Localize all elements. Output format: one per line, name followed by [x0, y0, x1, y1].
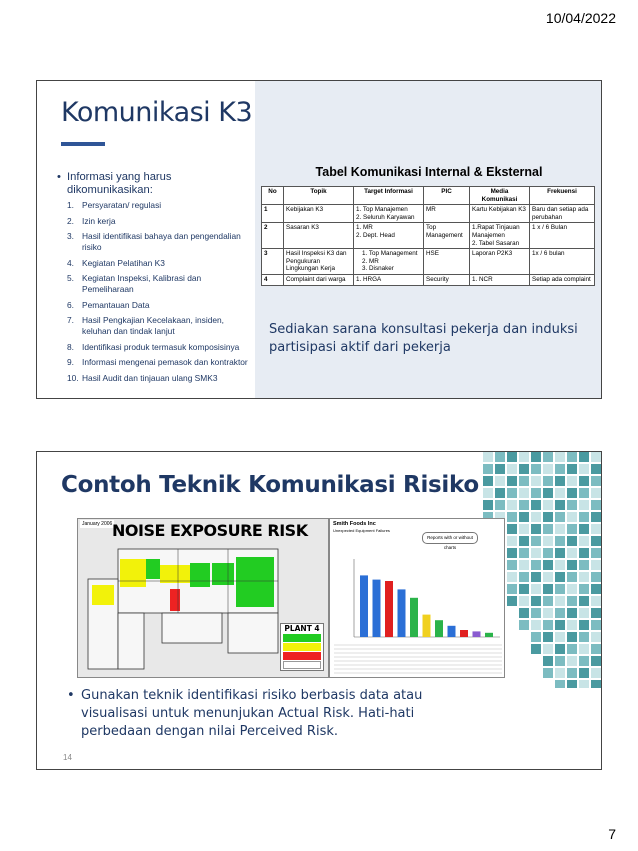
checker-square — [507, 536, 517, 546]
checker-square — [543, 584, 553, 594]
checker-square — [519, 536, 529, 546]
checker-square — [531, 632, 541, 642]
report-subtitle: Unexpected Equipment Failures — [333, 528, 390, 533]
consultation-note: Sediakan sarana konsultasi pekerja dan induksi partisipasi aktif dari pekerja — [269, 322, 578, 355]
checker-square — [555, 536, 565, 546]
checker-square — [579, 608, 589, 618]
checker-square — [483, 500, 493, 510]
list-item: 1. Persyaratan/ regulasi — [67, 200, 162, 210]
checker-square — [531, 560, 541, 570]
checker-square — [531, 596, 541, 606]
checker-square — [579, 596, 589, 606]
checker-square — [555, 608, 565, 618]
table-cell: Baru dan setiap ada perubahan — [530, 205, 595, 223]
checker-square — [579, 536, 589, 546]
checker-square — [591, 608, 601, 618]
checker-square — [555, 632, 565, 642]
table-header-row — [262, 187, 595, 205]
checker-square — [495, 452, 505, 462]
checker-square — [591, 644, 601, 654]
checker-square — [531, 476, 541, 486]
checker-square — [519, 596, 529, 606]
checker-square — [507, 524, 517, 534]
checker-square — [579, 464, 589, 474]
checker-square — [567, 572, 577, 582]
table-cell: Complaint dari warga — [284, 274, 354, 285]
table-row — [262, 205, 595, 223]
column-header: Media Komunikasi — [470, 187, 530, 205]
checker-square — [591, 596, 601, 606]
report-bar — [485, 633, 493, 637]
page-number: 7 — [608, 826, 616, 842]
checker-square — [579, 452, 589, 462]
checker-square — [555, 548, 565, 558]
report-bar — [373, 580, 381, 637]
checker-square — [567, 656, 577, 666]
checker-square — [579, 524, 589, 534]
checker-square — [543, 512, 553, 522]
checker-square — [519, 608, 529, 618]
checker-square — [567, 512, 577, 522]
checker-square — [483, 476, 493, 486]
slide-number: 14 — [63, 753, 72, 762]
checker-square — [567, 524, 577, 534]
list-item: 8. Identifikasi produk termasuk komposisinya — [67, 341, 240, 352]
checker-square — [555, 512, 565, 522]
checker-square — [543, 536, 553, 546]
checker-square — [591, 464, 601, 474]
report-bar — [473, 631, 481, 637]
checker-square — [591, 536, 601, 546]
checker-square — [579, 488, 589, 498]
checker-square — [567, 500, 577, 510]
checker-square — [531, 524, 541, 534]
checker-square — [519, 560, 529, 570]
checker-square — [567, 644, 577, 654]
checker-square — [567, 596, 577, 606]
checker-square — [579, 680, 589, 688]
table-cell: Top Management — [424, 223, 470, 249]
checker-square — [483, 464, 493, 474]
table-row — [262, 249, 595, 275]
plant-legend — [280, 623, 324, 671]
table-cell: 1 — [262, 205, 284, 223]
checker-square — [507, 476, 517, 486]
checker-square — [531, 620, 541, 630]
title-underline — [61, 142, 105, 146]
table-cell: 1. Top Manajemen 2. Seluruh Karyawan — [354, 205, 424, 223]
table-cell: 1.Rapat Tinjauan Manajemen 2. Tabel Sasaran — [470, 223, 530, 249]
checker-square — [567, 668, 577, 678]
checker-square — [531, 584, 541, 594]
table-cell: 1. MR 2. Dept. Head — [354, 223, 424, 249]
checker-square — [519, 572, 529, 582]
column-header: No — [262, 187, 284, 205]
checker-square — [555, 620, 565, 630]
checker-square — [555, 500, 565, 510]
checker-square — [591, 668, 601, 678]
checker-square — [519, 500, 529, 510]
checker-square — [543, 572, 553, 582]
checker-square — [543, 632, 553, 642]
checker-square — [519, 476, 529, 486]
table-cell: Kebijakan K3 — [284, 205, 354, 223]
slide-komunikasi-k3 — [36, 80, 602, 399]
checker-square — [507, 548, 517, 558]
checker-square — [519, 452, 529, 462]
checker-square — [555, 560, 565, 570]
bullet-dot-icon: • — [67, 688, 75, 703]
checker-square — [579, 476, 589, 486]
table-title: Tabel Komunikasi Internal & Eksternal — [315, 165, 543, 179]
checker-square — [519, 524, 529, 534]
checker-square — [555, 584, 565, 594]
checker-square — [531, 452, 541, 462]
slide2-bullet — [67, 687, 439, 741]
checker-square — [507, 488, 517, 498]
main-bullet — [57, 171, 253, 197]
checker-square — [531, 548, 541, 558]
report-bar — [410, 598, 418, 637]
table-cell: 1 x / 6 Bulan — [530, 223, 595, 249]
checker-square — [543, 560, 553, 570]
page-date: 10/04/2022 — [545, 10, 616, 26]
report-bar — [423, 615, 431, 637]
checker-square — [579, 560, 589, 570]
table-cell: Kartu Kebijakan K3 — [470, 205, 530, 223]
checker-square — [591, 476, 601, 486]
checker-square — [591, 500, 601, 510]
checker-square — [495, 500, 505, 510]
list-item: 5. Kegiatan Inspeksi, Kalibrasi dan Pemeliharaan — [67, 273, 202, 294]
list-item: 3. Hasil identifikasi bahaya dan pengendalian risiko — [67, 231, 241, 252]
checker-square — [555, 668, 565, 678]
checker-square — [555, 488, 565, 498]
checker-square — [591, 452, 601, 462]
checker-square — [555, 452, 565, 462]
checker-square — [579, 512, 589, 522]
table-cell: 3 — [262, 249, 284, 275]
checker-square — [519, 512, 529, 522]
checker-square — [543, 452, 553, 462]
checker-square — [519, 584, 529, 594]
checker-square — [543, 608, 553, 618]
checker-square — [591, 488, 601, 498]
checker-square — [555, 596, 565, 606]
checker-square — [543, 644, 553, 654]
checker-square — [567, 680, 577, 688]
report-bar — [360, 575, 368, 637]
checker-square — [495, 464, 505, 474]
legend-swatch — [283, 652, 321, 660]
checker-square — [483, 488, 493, 498]
checker-square — [543, 656, 553, 666]
report-bar — [460, 630, 468, 637]
report-bar — [448, 626, 456, 637]
checker-square — [567, 452, 577, 462]
noise-exposure-map-image — [77, 518, 329, 678]
checker-square — [531, 644, 541, 654]
plant-label: PLANT 4 — [284, 624, 320, 633]
table-cell: 4 — [262, 274, 284, 285]
slide1-title: Komunikasi K3 — [61, 97, 253, 128]
checker-square — [579, 644, 589, 654]
checker-square — [531, 512, 541, 522]
main-bullet-text: Informasi yang harus dikomunikasikan: — [67, 171, 172, 196]
report-callout: Reports with or without charts — [422, 532, 478, 544]
checker-square — [591, 548, 601, 558]
checker-square — [519, 620, 529, 630]
column-header: Target Informasi — [354, 187, 424, 205]
checker-square — [555, 464, 565, 474]
table-cell: Sasaran K3 — [284, 223, 354, 249]
checker-square — [567, 464, 577, 474]
column-header: Frekuensi — [530, 187, 595, 205]
checker-square — [555, 644, 565, 654]
checker-square — [579, 548, 589, 558]
legend-swatch — [283, 661, 321, 669]
checker-square — [555, 680, 565, 688]
table-row — [262, 223, 595, 249]
equipment-failure-report-image — [329, 518, 505, 678]
checker-square — [579, 632, 589, 642]
legend-swatch — [283, 643, 321, 651]
checker-square — [591, 632, 601, 642]
table-cell: 2 — [262, 223, 284, 249]
checker-square — [567, 584, 577, 594]
checker-square — [591, 512, 601, 522]
info-list — [67, 200, 255, 389]
table-cell: Hasil Inspeksi K3 dan Pengukuran Lingkungan Kerja — [284, 249, 354, 275]
checker-square — [579, 500, 589, 510]
report-bar — [435, 620, 443, 637]
checker-square — [543, 476, 553, 486]
checker-square — [579, 668, 589, 678]
checker-square — [543, 548, 553, 558]
map-date: January 2006 — [82, 521, 113, 527]
list-item: 6. Pemantauan Data — [67, 299, 150, 310]
column-header: PIC — [424, 187, 470, 205]
legend-swatch — [283, 634, 321, 642]
checker-square — [567, 620, 577, 630]
checker-square — [591, 572, 601, 582]
checker-square — [543, 500, 553, 510]
checker-square — [591, 560, 601, 570]
report-company: Smith Foods Inc — [333, 521, 376, 527]
checker-square — [531, 572, 541, 582]
list-item: 10. Hasil Audit dan tinjauan ulang SMK3 — [67, 372, 218, 383]
checker-square — [531, 464, 541, 474]
slide2-bullet-text: Gunakan teknik identifikasi risiko berbasis data atau visualisasi untuk menunjukan Actual Risk. Hati-hati perbedaan dengan nilai Perceived Risk. — [81, 688, 423, 739]
checker-square — [567, 488, 577, 498]
checker-square — [555, 572, 565, 582]
checker-square — [507, 584, 517, 594]
checker-square — [579, 572, 589, 582]
checker-square — [507, 464, 517, 474]
checker-square — [543, 488, 553, 498]
slide-contoh-teknik — [36, 451, 602, 770]
slide2-title: Contoh Teknik Komunikasi Risiko — [61, 472, 479, 498]
checker-square — [543, 668, 553, 678]
table-cell: HSE — [424, 249, 470, 275]
checker-square — [591, 524, 601, 534]
list-item: 9. Informasi mengenai pemasok dan kontraktor — [67, 357, 248, 368]
table-cell: 1. NCR — [470, 274, 530, 285]
table-cell: 1. Top Management 2. MR 3. Disnaker — [354, 249, 424, 275]
table-cell: Security — [424, 274, 470, 285]
checker-square — [519, 488, 529, 498]
checker-square — [579, 584, 589, 594]
bullet-dot-icon: • — [57, 171, 61, 183]
checker-square — [567, 632, 577, 642]
checker-square — [543, 596, 553, 606]
checker-square — [507, 560, 517, 570]
checker-square — [567, 548, 577, 558]
report-bar — [385, 581, 393, 637]
table-row — [262, 274, 595, 285]
checker-square — [531, 488, 541, 498]
checker-square — [495, 476, 505, 486]
list-item: 4. Kegiatan Pelatihan K3 — [67, 257, 165, 268]
noise-map-title: NOISE EXPOSURE RISK — [112, 521, 308, 540]
list-item: 2. Izin kerja — [67, 215, 116, 226]
checker-square — [507, 452, 517, 462]
communication-table — [261, 186, 595, 286]
column-header: Topik — [284, 187, 354, 205]
report-bar-chart — [330, 519, 505, 678]
checker-square — [543, 620, 553, 630]
checker-square — [579, 620, 589, 630]
checker-square — [519, 464, 529, 474]
checker-square — [507, 500, 517, 510]
checker-square — [495, 488, 505, 498]
checker-square — [531, 500, 541, 510]
table-cell: 1. HRGA — [354, 274, 424, 285]
checker-square — [567, 536, 577, 546]
checker-square — [507, 572, 517, 582]
checker-square — [591, 680, 601, 688]
checker-square — [591, 620, 601, 630]
report-bar — [398, 589, 406, 637]
checker-square — [543, 464, 553, 474]
checker-square — [579, 656, 589, 666]
checker-square — [483, 452, 493, 462]
table-cell: MR — [424, 205, 470, 223]
checker-square — [555, 656, 565, 666]
checker-square — [531, 536, 541, 546]
checker-square — [519, 548, 529, 558]
checker-square — [555, 524, 565, 534]
table-cell: Laporan P2K3 — [470, 249, 530, 275]
checker-square — [531, 608, 541, 618]
checker-square — [591, 656, 601, 666]
checker-square — [555, 476, 565, 486]
list-item: 7. Hasil Pengkajian Kecelakaan, insiden, keluhan dan tindak lanjut — [67, 315, 224, 336]
checker-square — [567, 560, 577, 570]
checker-square — [543, 524, 553, 534]
table-cell: Setiap ada complaint — [530, 274, 595, 285]
checker-square — [567, 608, 577, 618]
checker-square — [591, 584, 601, 594]
table-cell: 1x / 6 bulan — [530, 249, 595, 275]
checker-square — [507, 596, 517, 606]
checker-square — [507, 512, 517, 522]
checker-square — [567, 476, 577, 486]
